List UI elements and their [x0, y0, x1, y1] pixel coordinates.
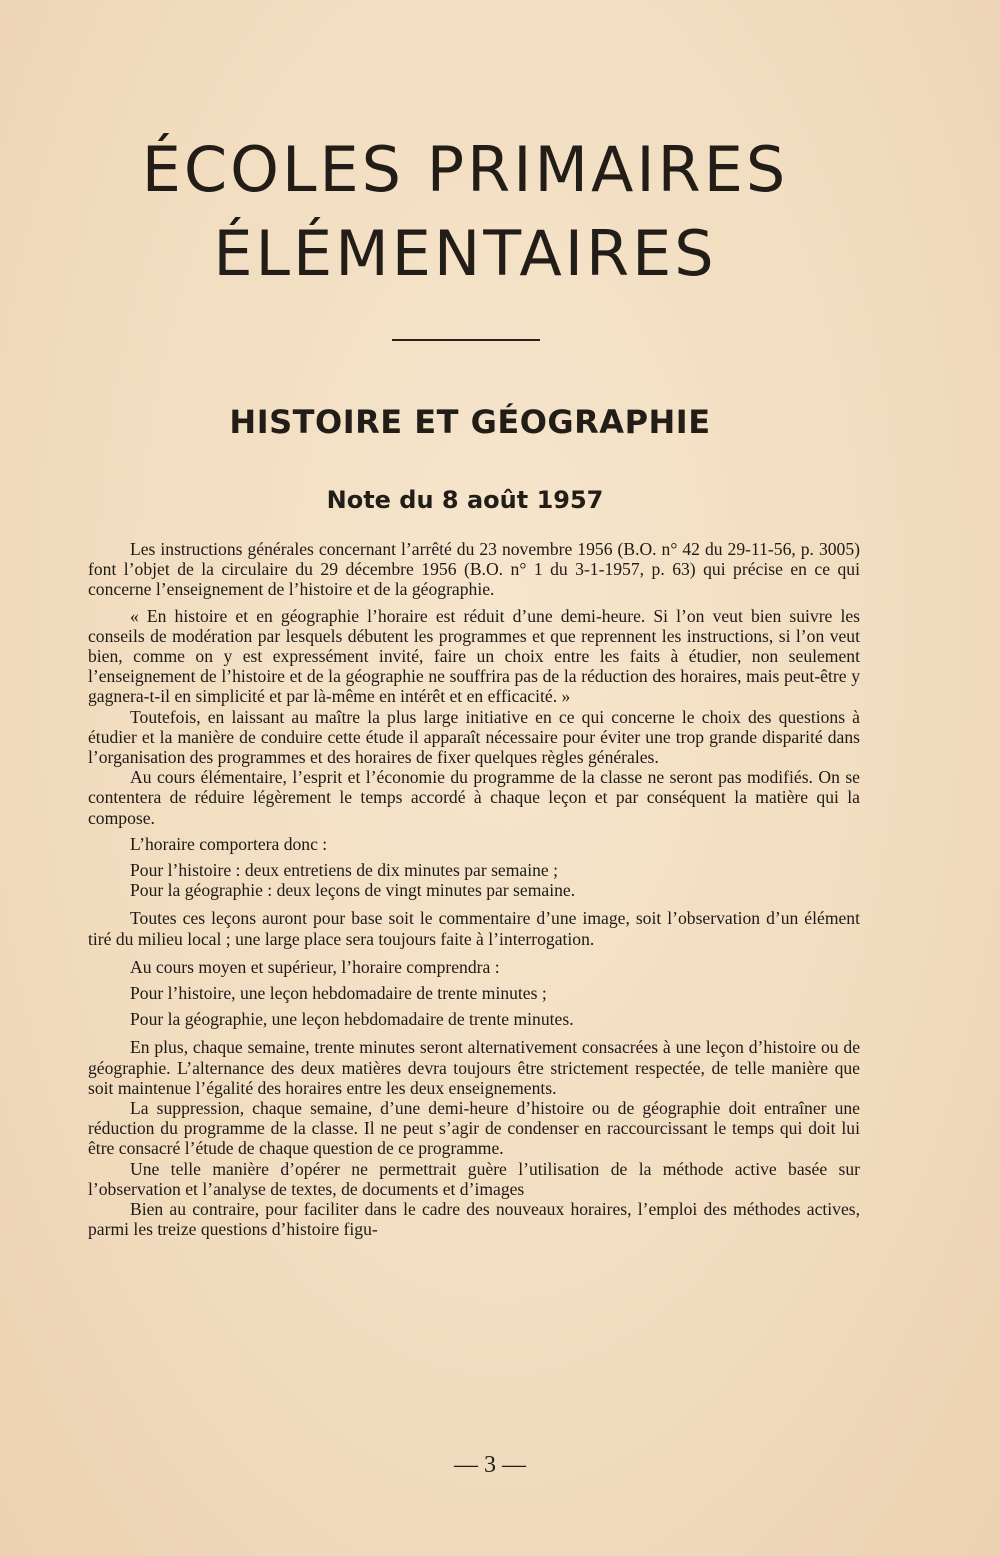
- paragraph: L’horaire comportera donc :: [130, 833, 328, 854]
- paragraph: La suppression, chaque semaine, d’une demi-heure d’histoire ou de géographie doit entraîner une réduction du programme de la classe. Il ne peut s’agir de condenser en raccourcissant le temps qui doit lui être consacré l’étude de chaque question de ce programme.: [88, 1098, 860, 1159]
- page-number: — 3 —: [454, 1452, 526, 1478]
- paragraph: Bien au contraire, pour faciliter dans le cadre des nouveaux horaires, l’emploi des méthodes actives, parmi les treize questions d’histoire figu-: [88, 1199, 860, 1240]
- paragraph: Au cours moyen et supérieur, l’horaire comprendra :: [130, 956, 500, 977]
- paragraph: Pour l’histoire : deux entretiens de dix minutes par semaine ;: [130, 860, 559, 881]
- paragraph: Pour la géographie : deux leçons de vingt minutes par semaine.: [130, 880, 576, 901]
- paragraph: Les instructions générales concernant l’arrêté du 23 novembre 1956 (B.O. n° 42 du 29-11-56, p. 3005) font l’objet de la circulaire du 29 décembre 1956 (B.O. n° 1 du 3-1-1957, p. 63) qui précise en ce qui concerne l’enseignement de l’histoire et de la géographie.: [88, 539, 860, 600]
- paragraph: Une telle manière d’opérer ne permettrait guère l’utilisation de la méthode active basée sur l’observation et l’analyse de textes, de documents et d’images: [88, 1158, 860, 1199]
- main-title: [0, 128, 930, 296]
- paragraph: « En histoire et en géographie l’horaire est réduit d’une demi-heure. Si l’on veut bien suivre les conseils de modération par lesquels débutent les programmes et que reprennent les instructions, si l’on veut bien, comme on y est expressément invité, faire un choix entre les faits à étudier, non seulement l’enseignement de l’histoire et de la géographie ne souffrira pas de la réduction des horaires, mais peut-être y gagnera-t-il en simplicité et par là-même en intérêt et en efficacité. »: [88, 605, 860, 707]
- main-title-line-2: ÉLÉMENTAIRES: [213, 217, 717, 290]
- note-title: Note du 8 août 1957: [326, 486, 604, 514]
- main-title-line-1: ÉCOLES PRIMAIRES: [141, 133, 789, 206]
- paragraph: Au cours élémentaire, l’esprit et l’économie du programme de la classe ne seront pas modifiés. On se contentera de réduire légèrement le temps accordé à chaque leçon et par conséquent la matière qui la compose.: [88, 767, 860, 828]
- section-title: HISTOIRE ET GÉOGRAPHIE: [229, 403, 711, 441]
- paragraph: Toutefois, en laissant au maître la plus large initiative en ce qui concerne le choix des questions à étudier et la manière de conduire cette étude il apparaît nécessaire pour éviter une trop grande disparité dans l’organisation des programmes et des horaires de fixer quelques règles générales.: [88, 706, 860, 768]
- body-text: [88, 539, 860, 1240]
- paragraph: Pour l’histoire, une leçon hebdomadaire de trente minutes ;: [130, 983, 547, 1004]
- paragraph: En plus, chaque semaine, trente minutes seront alternativement consacrées à une leçon d’histoire ou de géographie. L’alternance des deux matières devra toujours être strictement respectée, de telle manière que soit maintenue l’égalité des horaires entre les deux enseignements.: [88, 1037, 860, 1098]
- title-divider: [392, 339, 540, 341]
- paragraph: Toutes ces leçons auront pour base soit le commentaire d’une image, soit l’observation d’un élément tiré du milieu local ; une large place sera toujours faite à l’interrogation.: [88, 908, 860, 949]
- paragraph: Pour la géographie, une leçon hebdomadaire de trente minutes.: [130, 1009, 574, 1030]
